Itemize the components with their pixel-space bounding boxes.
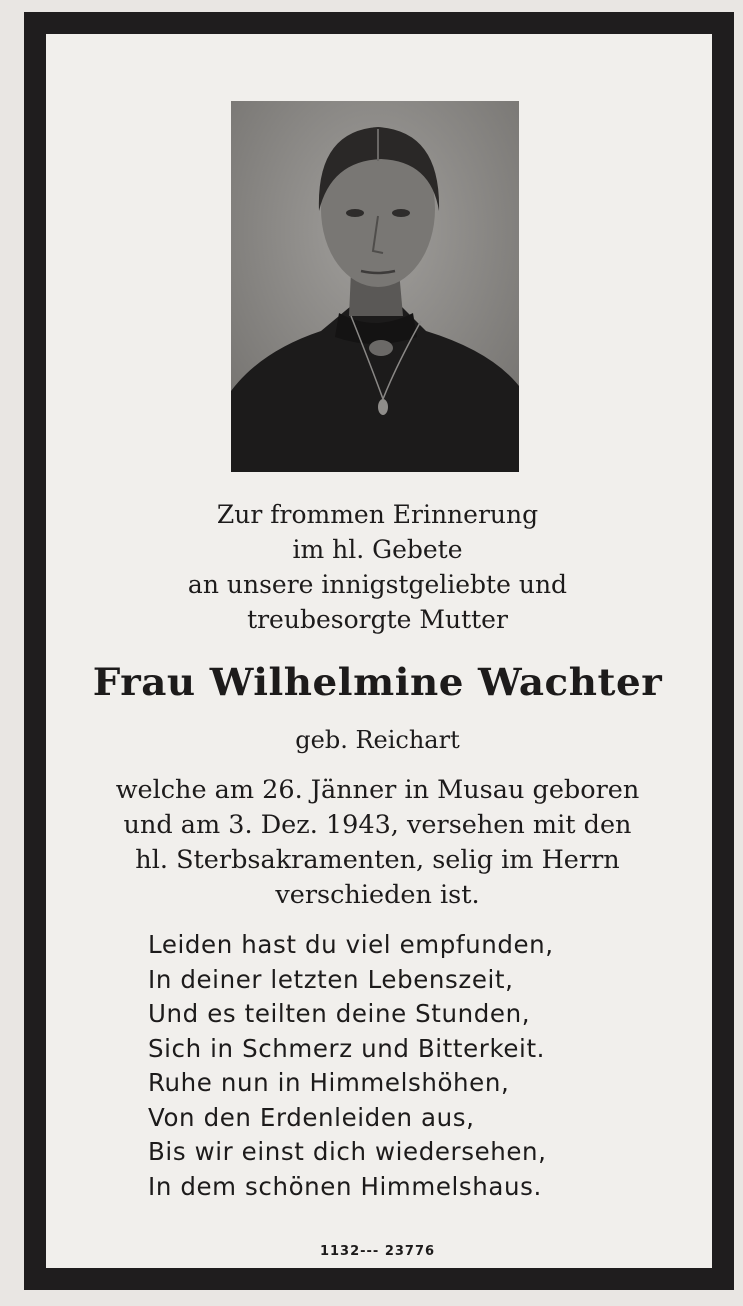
- portrait-photo: [231, 101, 519, 472]
- intro-line: Zur frommen Erinnerung: [216, 500, 539, 529]
- poem-line: Sich in Schmerz und Bitterkeit.: [148, 1033, 546, 1063]
- dates-line: verschieden ist.: [275, 880, 480, 910]
- poem-line: Ruhe nun in Himmelshöhen,: [148, 1068, 510, 1097]
- dates-line: und am 3. Dez. 1943, versehen mit den: [123, 810, 632, 840]
- poem-line: In deiner letzten Lebenszeit,: [148, 964, 514, 994]
- birth-name: geb. Reichart: [295, 726, 460, 754]
- intro-text: [30, 497, 725, 637]
- memorial-poem: [148, 928, 618, 1204]
- poem-line: Bis wir einst dich wiedersehen,: [148, 1137, 547, 1166]
- life-dates-text: [30, 773, 725, 913]
- poem-line: In dem schönen Himmelshaus.: [148, 1171, 542, 1201]
- dates-line: welche am 26. Jänner in Musau geboren: [115, 775, 640, 805]
- dates-line: hl. Sterbsakramenten, selig im Herrn: [135, 845, 620, 875]
- intro-line: im hl. Gebete: [292, 535, 463, 564]
- print-code: 1132--- 23776: [319, 1244, 436, 1259]
- deceased-name: Frau Wilhelmine Wachter: [92, 660, 663, 704]
- poem-line: Von den Erdenleiden aus,: [148, 1102, 475, 1132]
- poem-line: Und es teilten deine Stunden,: [148, 999, 531, 1028]
- intro-line: treubesorgte Mutter: [247, 605, 508, 634]
- intro-line: an unsere innigstgeliebte und: [187, 570, 568, 599]
- poem-line: Leiden hast du viel empfunden,: [148, 930, 554, 959]
